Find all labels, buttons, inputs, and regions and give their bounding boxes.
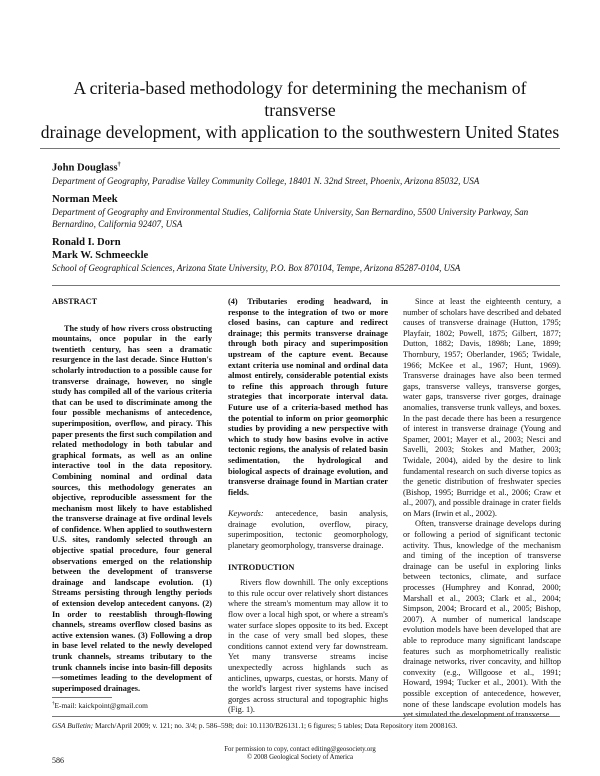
abstract-text-continued: (4) Tributaries eroding headward, in response to the integration of two or more closed basins, can capture and redirect drainage; this permits transverse drainage through both piracy and superimposition upstream of the capture event. Because extant criteria use nominal and ordinal data almost entirely, considerable potential exists to refine this approach through future strategies that incorporate interval data. Future use of a criteria-based method has the potential to inform on prior geomorphic studies by providing a new perspective with which to study how basins evolve in active tectonic regions, the analysis of related basin sedimentation, the hydrological and biological aspects of drainage evolution, and transverse drainage found in Martian crater fields. (228, 297, 388, 497)
journal-name: GSA Bulletin; (52, 721, 94, 730)
page-number: 586 (52, 756, 64, 765)
column-middle (228, 297, 388, 716)
column-right (403, 297, 561, 721)
introduction-paragraph: Often, transverse drainage develops during or following a period of significant tectonic activity. Thus, knowledge of the mechanism and timing of the inception of transverse drainage can be useful in exploring links between tectonics, climate, and surface processes (Humphrey and Konrad, 2000; Marshall et al., 2003; Clark et al., 2004; Simpson, 2004; Brocard et al., 2005; Bishop, 2007). A number of numerical landscape evolution models have been developed that are able to reproduce many significant landscape features such as morphometrically realistic drainage networks, river concavity, and hilltop convexity (e.g., Willgoose et al., 1991; Howard, 1994; Tucker et al., 2001). With the possible exception of antecedence, however, none of these landscape evolution models has yet simulated the development of transverse (403, 519, 561, 720)
keywords-text: antecedence, basin analysis, drainage evolution, overflow, piracy, superimposition, tectonic geomorphology, planetary geomorphology, transverse drainage. (228, 509, 388, 551)
author-affiliation: Department of Geography, Paradise Valley Community College, 18401 N. 32nd Street, Phoenix, Arizona 85032, USA (52, 175, 480, 186)
introduction-paragraph: Rivers flow downhill. The only exceptions to this rule occur over relatively short distances where the stream's momentum may allow it to flow over a local high spot, or where a stream's water surface slopes opposite to its bed. Except in the case of very small bed slopes, these conditions cannot extend very far downstream. Yet many transverse streams incise unexpectedly across highlands such as anticlines, upwarps, cuestas, or horsts. Many of the world's largest river systems have incised gorges across structural and topographic highs (Fig. 1). (228, 578, 388, 715)
author-rule (52, 285, 560, 286)
author-affiliation: Department of Geography and Environmental Studies, California State University, San Bernardino, 5500 University Parkway, San Bernardino, California 92407, USA (52, 206, 529, 229)
introduction-paragraph: Since at least the eighteenth century, a number of scholars have described and debated causes of transverse drainage (Hutton, 1795; Playfair, 1802; Powell, 1875; Gilbert, 1877; Dutton, 1882; Davis, 1898b; Lane, 1899; Thornbury, 1957; Oberlander, 1965; Twidale, 1966; McKee et al., 1967; Hunt, 1969). Transverse drainages have also been termed gaps, transverse valleys, transverse gorges, water gaps, transverse river gorges, drainage anomalies, transverse trunk valleys, and boxes. In the past decade there has been a resurgence of interest in transverse drainage (Young and Spamer, 2001; Mayer et al., 2003; Nesci and Savelli, 2003; Stokes and Mather, 2003; Twidale, 2004), aided by the desire to link fundamental research on such diverse topics as the genetic distribution of freshwater species (Bishop, 1995; Burridge et al., 2006; Craw et al., 2007), and possible drainage in crater fields on Mars (Irwin et al., 2002). (403, 297, 561, 518)
title-rule (40, 148, 560, 149)
author-block (52, 159, 552, 280)
title-line-1: A criteria-based methodology for determining the mechanism of transverse (73, 78, 527, 120)
abstract-heading: ABSTRACT (52, 297, 98, 306)
footnote-rule (52, 697, 112, 698)
footnote-email: †E-mail: kaickpoint@gmail.com (52, 701, 148, 710)
abstract-text: The study of how rivers cross obstructing mountains, once popular in the early twentieth century, has seen a dramatic resurgence in the last decade. Since Hutton's scholarly introduction to a possible cause for transverse drainage, however, no single study has compiled all of the various criteria that can be used to discriminate among the four possible mechanisms of antecedence, superimposition, overflow, and piracy. This paper presents the first such compilation and related methodology in both tabular and graphical formats, as well as an online interactive tool in the data repository. Combining nominal and ordinal data sources, this methodology generates an objective, reproducible assessment for the mechanism most likely to have established the transverse drainage at five ordinal levels of confidence. When applied to southwestern U.S. sites, randomly selected through an objective spatial procedure, four general observations emerged on the relationship between the development of transverse drainage and landscape evolution. (1) Streams persisting through lengthy periods of extension develop antecedent canyons. (2) In order to reestablish through-flowing channels, streams overflow closed basins as active extension wanes. (3) Following a drop in base level related to the newly developed trunk channels, streams tributary to the trunk channels incise into basin-fill deposits—sometimes leading to the development of superimposed drainages. (52, 323, 212, 693)
author-name: John Douglass† (52, 162, 121, 174)
keywords-label: Keywords: (228, 509, 264, 519)
paper-title (40, 77, 560, 143)
journal-details: March/April 2009; v. 121; no. 3/4; p. 586–598; doi: 10.1130/B26131.1; 6 figures; 5 tables; Data Repository item 2008163. (94, 721, 458, 730)
author-name: Ronald I. Dorn Mark W. Schmeeckle (52, 236, 149, 261)
copyright-notice (0, 746, 600, 763)
permission-line: For permission to copy, contact editing@geosociety.org (224, 746, 376, 753)
keywords (228, 509, 388, 551)
title-line-2: drainage development, with application to the southwestern United States (40, 122, 560, 142)
copyright-line: © 2008 Geological Society of America (246, 754, 354, 762)
author-affiliation: School of Geographical Sciences, Arizona State University, P.O. Box 870104, Tempe, Arizona 85287-0104, USA (52, 262, 461, 273)
journal-citation (52, 721, 457, 730)
journal-rule (52, 716, 560, 717)
introduction-heading: INTRODUCTION (228, 562, 295, 572)
author-name: Norman Meek (52, 193, 118, 205)
column-left (52, 297, 212, 694)
